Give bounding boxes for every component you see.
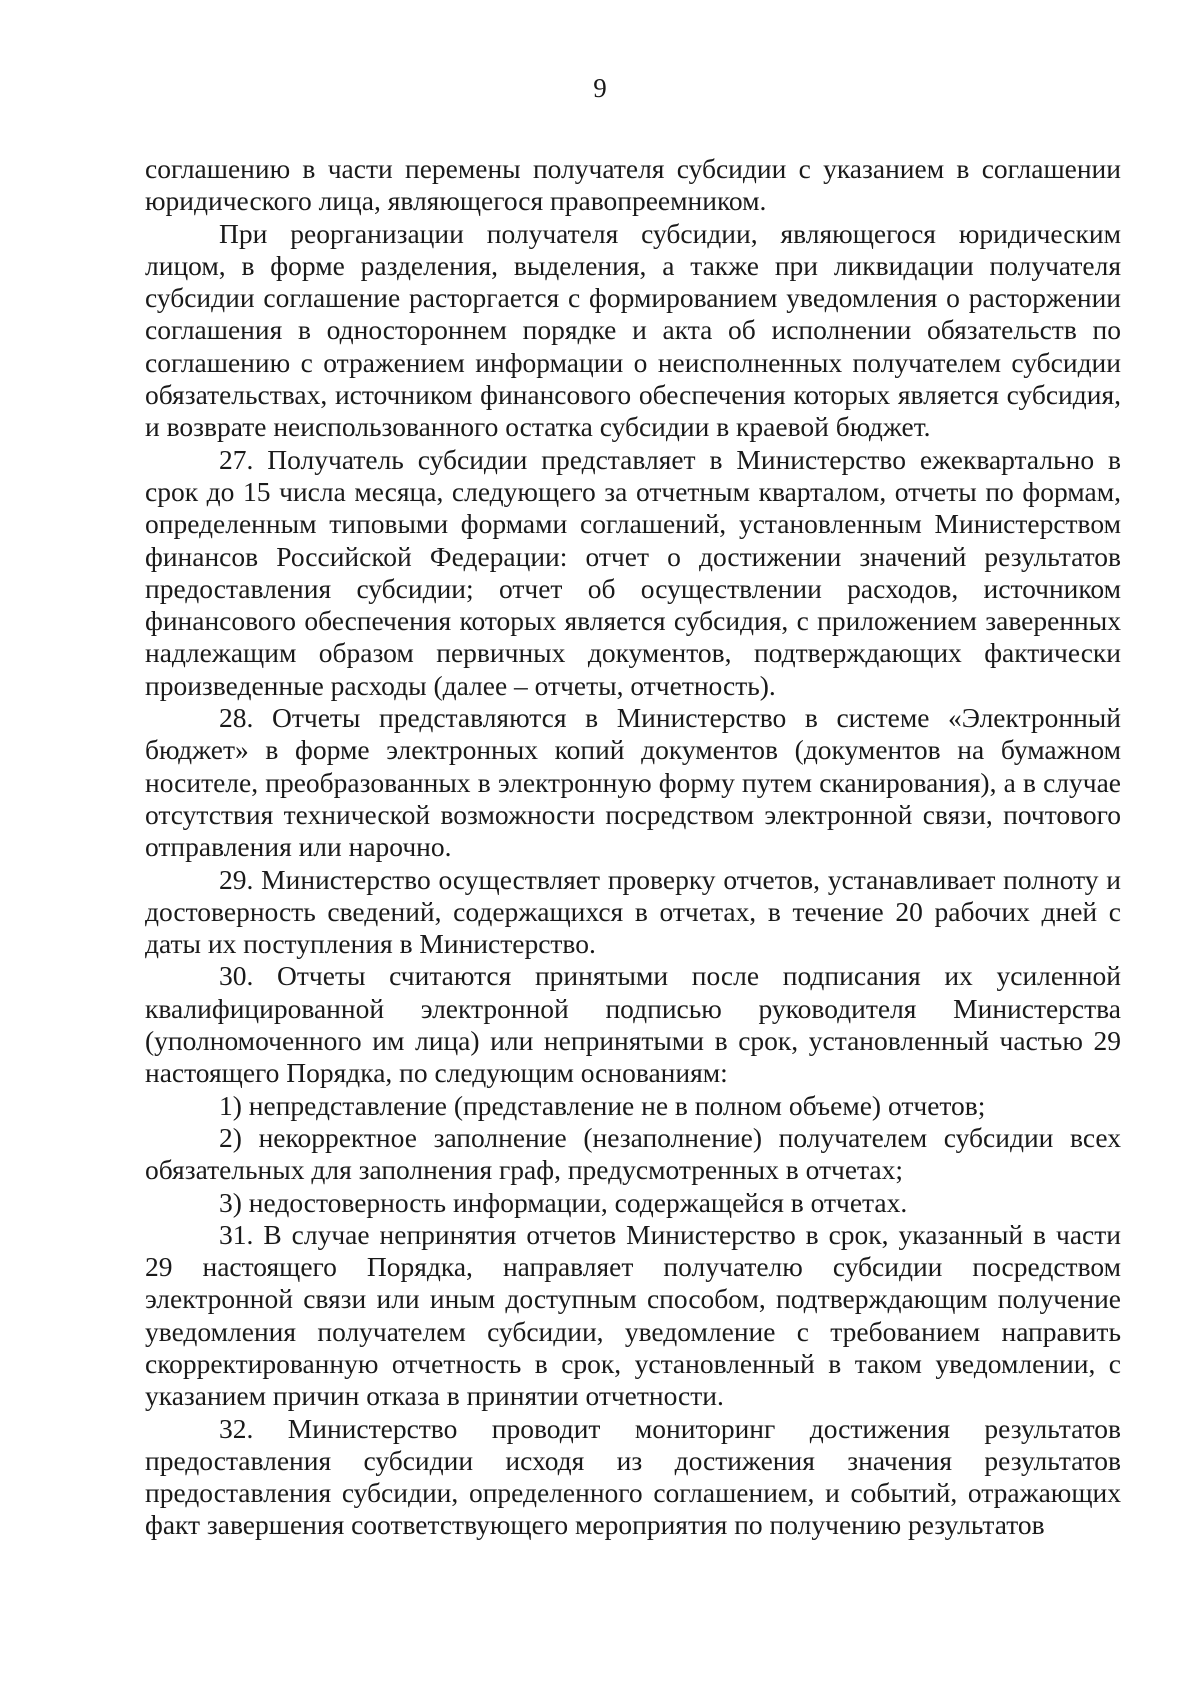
- page-number: 9: [593, 73, 607, 103]
- paragraph-30: 30. Отчеты считаются принятыми после подписания их усиленной квалифицированной электронной подписью руководителя Министерства (уполномоченного им лица) или непринятыми в срок, установленный частью 29 настоящего Порядка, по следующим основаниям:: [145, 960, 1121, 1089]
- paragraph-27: 27. Получатель субсидии представляет в Министерство ежеквартально в срок до 15 числа месяца, следующего за отчетным кварталом, отчеты по формам, определенным типовыми формами соглашений, установленным Министерством финансов Российской Федерации: отчет о достижении значений результатов предоставления субсидии; отчет об осуществлении расходов, источником финансового обеспечения которых является субсидия, с приложением заверенных надлежащим образом первичных документов, подтверждающих фактически произведенные расходы (далее – отчеты, отчетность).: [145, 443, 1121, 701]
- paragraph-29: 29. Министерство осуществляет проверку отчетов, устанавливает полноту и достоверность сведений, содержащихся в отчетах, в течение 20 рабочих дней с даты их поступления в Министерство.: [145, 863, 1121, 960]
- document-body: [145, 153, 1121, 1542]
- list-item-1: 1) непредставление (представление не в полном объеме) отчетов;: [219, 1089, 986, 1121]
- paragraph-continuation: соглашению в части перемены получателя субсидии с указанием в соглашении юридического лица, являющегося правопреемником.: [145, 153, 1121, 217]
- paragraph-31: 31. В случае непринятия отчетов Министерство в срок, указанный в части 29 настоящего Порядка, направляет получателю субсидии посредством электронной связи или иным доступным способом, подтверждающим получение уведомления получателем субсидии, уведомление с требованием направить скорректированную отчетность в срок, установленный в таком уведомлении, с указанием причин отказа в принятии отчетности.: [145, 1218, 1121, 1412]
- list-item-3: 3) недостоверность информации, содержащейся в отчетах.: [219, 1186, 908, 1218]
- list-item-2: 2) некорректное заполнение (незаполнение) получателем субсидии всех обязательных для заполнения граф, предусмотренных в отчетах;: [145, 1121, 1121, 1186]
- paragraph-28: 28. Отчеты представляются в Министерство в системе «Электронный бюджет» в форме электронных копий документов (документов на бумажном носителе, преобразованных в электронную форму путем сканирования), а в случае отсутствия технической возможности посредством электронной связи, почтового отправления или нарочно.: [145, 702, 1121, 863]
- paragraph-reorganization: При реорганизации получателя субсидии, являющегося юридическим лицом, в форме разделения, выделения, а также при ликвидации получателя субсидии соглашение расторгается с формированием уведомления о расторжении соглашения в одностороннем порядке и акта об исполнении обязательств по соглашению с отражением информации о неисполненных получателем субсидии обязательствах, источником финансового обеспечения которых является субсидия, и возврате неиспользованного остатка субсидии в краевой бюджет.: [145, 217, 1121, 443]
- paragraph-32: 32. Министерство проводит мониторинг достижения результатов предоставления субсидии исходя из достижения значения результатов предоставления субсидии, определенного соглашением, и событий, отражающих факт завершения соответствующего мероприятия по получению результатов: [145, 1412, 1121, 1541]
